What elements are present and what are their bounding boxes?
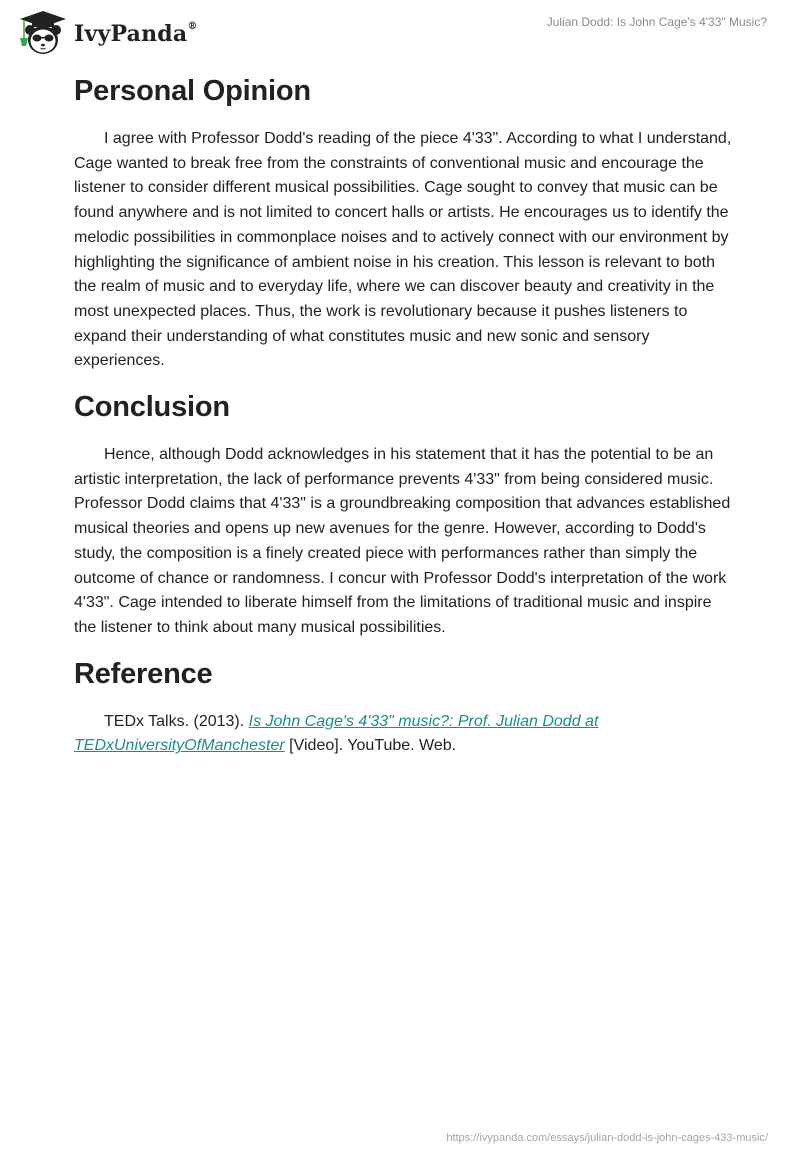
- panda-graduate-icon: [16, 8, 70, 56]
- section-heading: Personal Opinion: [74, 75, 311, 107]
- reference-suffix: [Video]. YouTube. Web.: [284, 737, 457, 755]
- section-conclusion: [74, 388, 734, 641]
- reference-video-link[interactable]: Is John Cage's 4'33" music?: Prof. Julian Dodd at TEDxUniversityOfManchester: [74, 712, 599, 755]
- essay-content: [74, 72, 734, 759]
- reference-prefix: TEDx Talks. (2013).: [104, 712, 249, 730]
- section-personal-opinion: [74, 72, 734, 374]
- logo-text: IvyPanda®: [74, 20, 198, 47]
- ivypanda-logo[interactable]: [16, 8, 198, 56]
- section-heading: Conclusion: [74, 391, 230, 424]
- footer-source-url: https://ivypanda.com/essays/julian-dodd-is-john-cages-433-music/: [446, 1132, 768, 1144]
- section-paragraph: Hence, although Dodd acknowledges in his statement that it has the potential to be an artistic interpretation, the lack of performance prevents 4'33" from being considered music. Professor Dodd claims that 4'33" is a groundbreaking composition that advances established musical theories and opens up new avenues for the genre. However, according to Dodd's study, the composition is a finely created piece with performances rather than simply the outcome of chance or randomness. I concur with Professor Dodd's interpretation of the work 4'33". Cage intended to liberate himself from the limitations of traditional music and inspire the listener to think about many musical possibilities.: [74, 446, 731, 636]
- reference-entry: [74, 710, 734, 759]
- section-paragraph: I agree with Professor Dodd's reading of the piece 4'33". According to what I understand, Cage wanted to break free from the constraints of conventional music and encourage the listener to consider different musical possibilities. Cage sought to convey that music can be found anywhere and is not limited to concert halls or artists. He encourages us to identify the melodic possibilities in commonplace noises and to actively connect with our environment by highlighting the significance of ambient noise in his creation. This lesson is relevant to both the realm of music and to everyday life, where we can discover beauty and creativity in the most unexpected places. Thus, the work is revolutionary because it pushes listeners to expand their understanding of what constitutes music and new sonic and sensory experiences.: [74, 130, 732, 370]
- section-reference: [74, 655, 734, 759]
- registered-mark: ®: [187, 20, 198, 32]
- document-title: Julian Dodd: Is John Cage's 4'33" Music?: [546, 15, 767, 29]
- page-header: [0, 0, 800, 60]
- section-heading: Reference: [74, 657, 213, 690]
